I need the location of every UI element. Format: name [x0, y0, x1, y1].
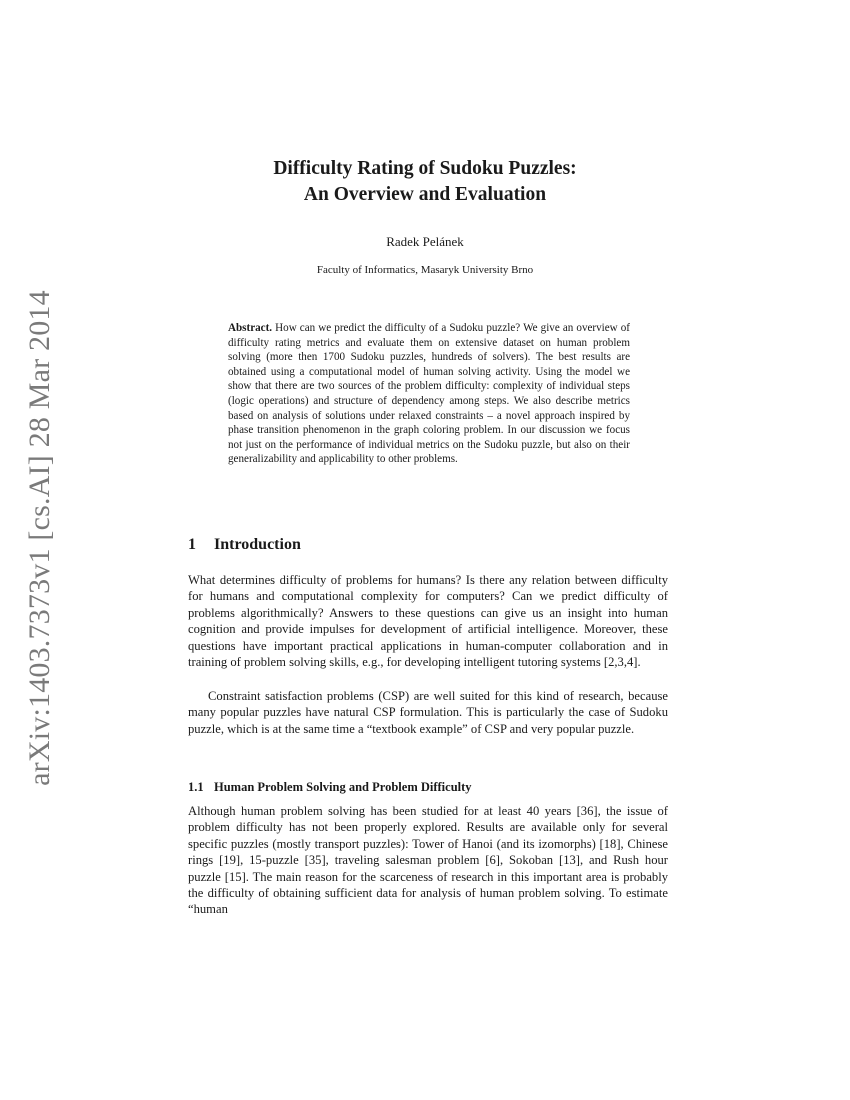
abstract — [228, 321, 630, 467]
abstract-label: Abstract. — [228, 322, 273, 334]
section-heading-introduction — [188, 536, 301, 554]
intro-paragraph-2: Constraint satisfaction problems (CSP) are well suited for this kind of research, because many popular puzzles have natural CSP formulation. This is particularly the case of Sudoku puzzle, which is at the same time a “textbook example” of CSP and very popular puzzle. — [188, 689, 668, 736]
section-title: Introduction — [214, 536, 301, 553]
title-line-1: Difficulty Rating of Sudoku Puzzles: — [273, 158, 577, 179]
subsection-heading-human-problem-solving — [188, 780, 472, 795]
arxiv-sidebar — [20, 289, 60, 786]
subsection-paragraph-1: Although human problem solving has been studied for at least 40 years [36], the issue of problem difficulty has not been properly explored. Results are available only for several specific puzzles (mostly transport puzzles): Tower of Hanoi (and its izomorphs) [18], Chinese rings [19], 15-puzzle [35], traveling salesman problem [6], Sokoban [13], and Rush hour puzzle [15]. The main reason for the scarceness of research in this important area is probably the difficulty of obtaining sufficient data for analysis of human problem solving. To estimate “human — [188, 804, 668, 917]
section-number: 1 — [188, 536, 196, 553]
title-line-2: An Overview and Evaluation — [303, 184, 547, 205]
intro-paragraph-1: What determines difficulty of problems for humans? Is there any relation between difficulty for humans and computational complexity for computers? Can we predict difficulty of problems algorithmically? Answers to these questions can give us an insight into human cognition and provide impulses for development of artificial intelligence. Moreover, these questions have important practical applications in human-computer collaboration and in training of problem solving skills, e.g., for developing intelligent tutoring systems [2,3,4]. — [188, 573, 668, 670]
author-name: Radek Pelánek — [386, 234, 464, 249]
paper-title — [0, 156, 850, 208]
abstract-text: How can we predict the difficulty of a Sudoku puzzle? We give an overview of difficulty rating metrics and evaluate them on extensive dataset on human problem solving (more then 1700 Sudoku puzzles, hundreds of solvers). The best results are obtained using a computational model of human solving activity. Using the model we show that there are two sources of the problem difficulty: complexity of individual steps (logic operations) and structure of dependency among steps. We also describe metrics based on analysis of solutions under relaxed constraints – a novel approach inspired by phase transition phenomenon in the graph coloring problem. In our discussion we focus not just on the performance of individual metrics on the Sudoku puzzle, but also on their generalizability and applicability to other problems. — [228, 322, 630, 466]
arxiv-identifier: arXiv:1403.7373v1 [cs.AI] 28 Mar 2014 — [23, 289, 56, 786]
subsection-title: Human Problem Solving and Problem Difficulty — [214, 780, 472, 794]
subsection-number: 1.1 — [188, 780, 204, 794]
author-affiliation: Faculty of Informatics, Masaryk University Brno — [316, 264, 534, 276]
